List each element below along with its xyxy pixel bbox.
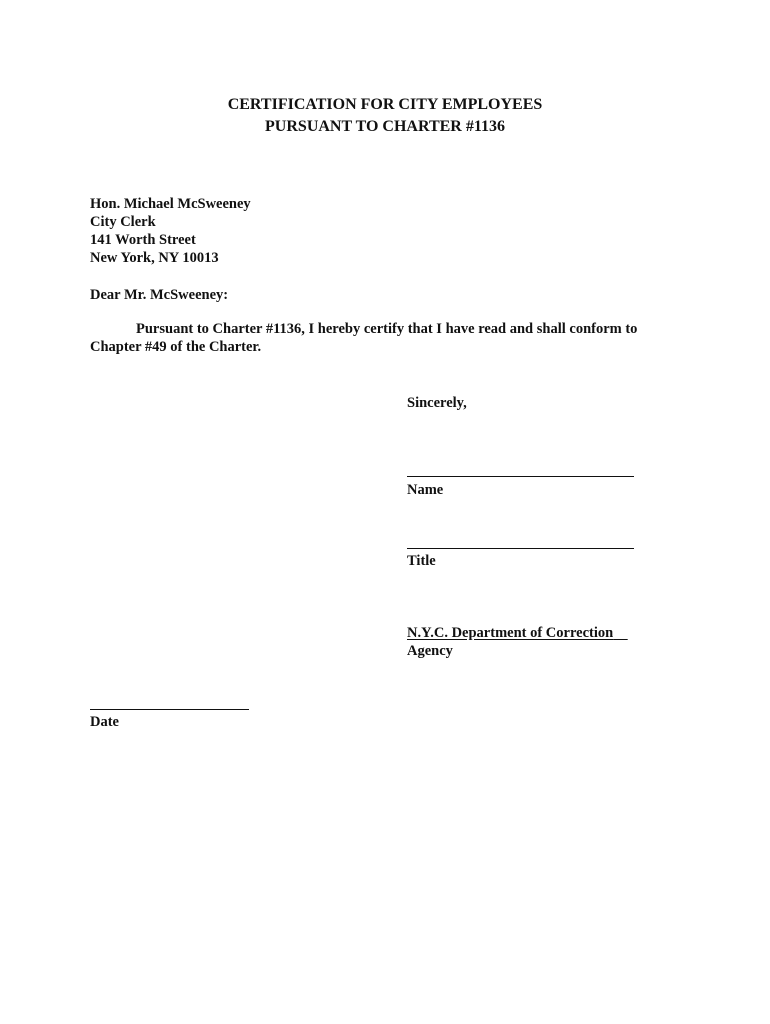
date-signature-line: [90, 709, 249, 710]
salutation: Dear Mr. McSweeney:: [90, 287, 229, 303]
title-label: Title: [407, 553, 436, 569]
recipient-position: City Clerk: [90, 214, 156, 230]
document-title-line2: PURSUANT TO CHARTER #1136: [265, 118, 505, 135]
name-signature-line: [407, 476, 634, 477]
body-line-2: Chapter #49 of the Charter.: [90, 339, 262, 355]
recipient-street: 141 Worth Street: [90, 232, 196, 248]
closing: Sincerely,: [407, 395, 467, 411]
date-label: Date: [90, 714, 119, 730]
title-signature-line: [407, 548, 634, 549]
name-label: Name: [407, 482, 444, 498]
document-title-line1: CERTIFICATION FOR CITY EMPLOYEES: [227, 96, 543, 113]
body-line-1: Pursuant to Charter #1136, I hereby certify that I have read and shall conform to: [136, 321, 638, 337]
agency-value-text: N.Y.C. Department of Correction: [407, 625, 614, 641]
agency-value: [407, 624, 628, 642]
recipient-city-state-zip: New York, NY 10013: [90, 250, 219, 266]
agency-label: Agency: [407, 643, 453, 659]
recipient-name: Hon. Michael McSweeney: [90, 196, 251, 212]
